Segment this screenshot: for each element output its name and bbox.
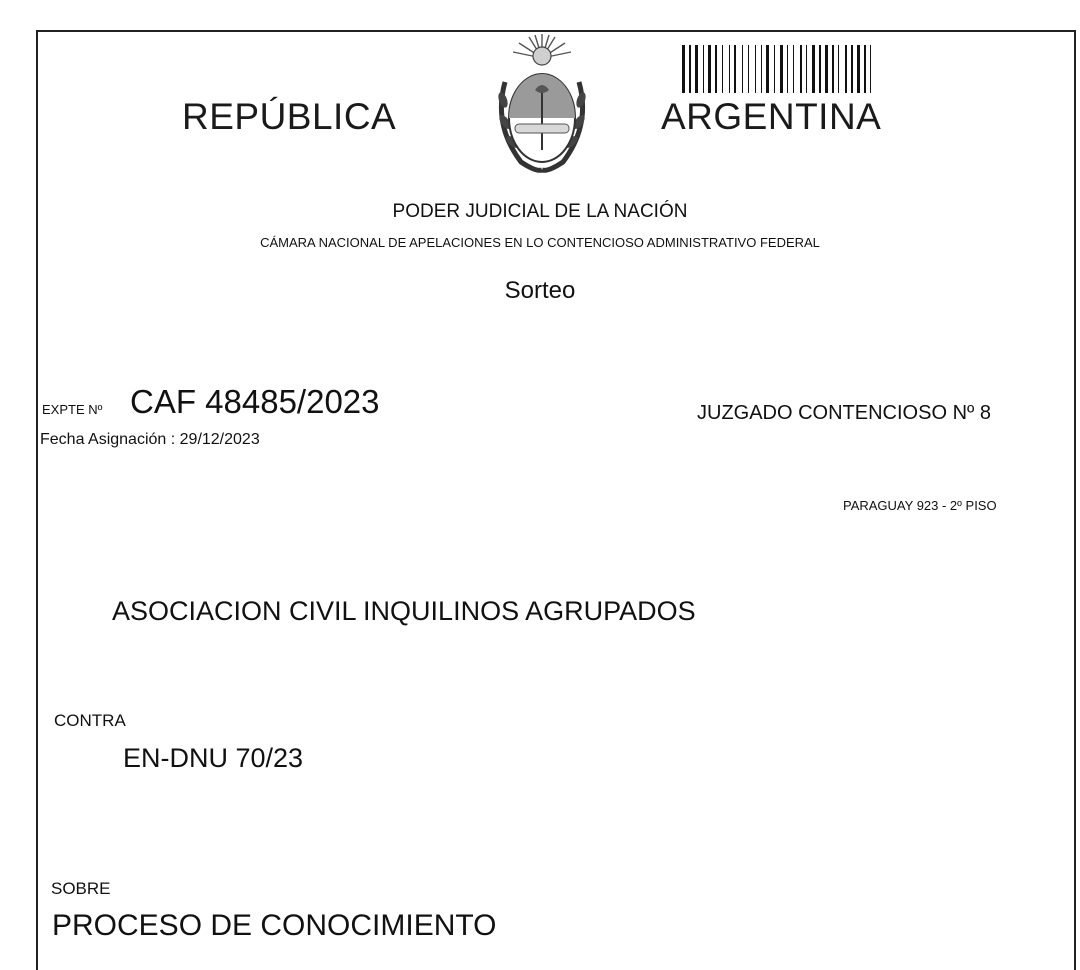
expte-label: EXPTE Nº	[42, 402, 103, 417]
document-type: Sorteo	[504, 277, 576, 304]
institution-subtitle: CÁMARA NACIONAL DE APELACIONES EN LO CONTENCIOSO ADMINISTRATIVO FEDERAL	[260, 235, 820, 250]
coat-of-arms-icon	[491, 30, 593, 178]
expte-number: CAF 48485/2023	[130, 383, 380, 420]
defendant-name: EN-DNU 70/23	[123, 743, 304, 773]
court-name: JUZGADO CONTENCIOSO Nº 8	[697, 402, 991, 424]
argentina-heading: ARGENTINA	[661, 96, 882, 137]
subject-text: PROCESO DE CONOCIMIENTO	[52, 909, 497, 942]
plaintiff-name: ASOCIACION CIVIL INQUILINOS AGRUPADOS	[112, 596, 696, 626]
contra-label: CONTRA	[54, 711, 126, 730]
assignment-date: Fecha Asignación : 29/12/2023	[40, 431, 260, 448]
barcode-icon	[680, 45, 955, 93]
republica-heading: REPÚBLICA	[182, 96, 397, 137]
court-address: PARAGUAY 923 - 2º PISO	[843, 498, 997, 513]
institution-title: PODER JUDICIAL DE LA NACIÓN	[392, 201, 688, 222]
sobre-label: SOBRE	[51, 879, 111, 898]
